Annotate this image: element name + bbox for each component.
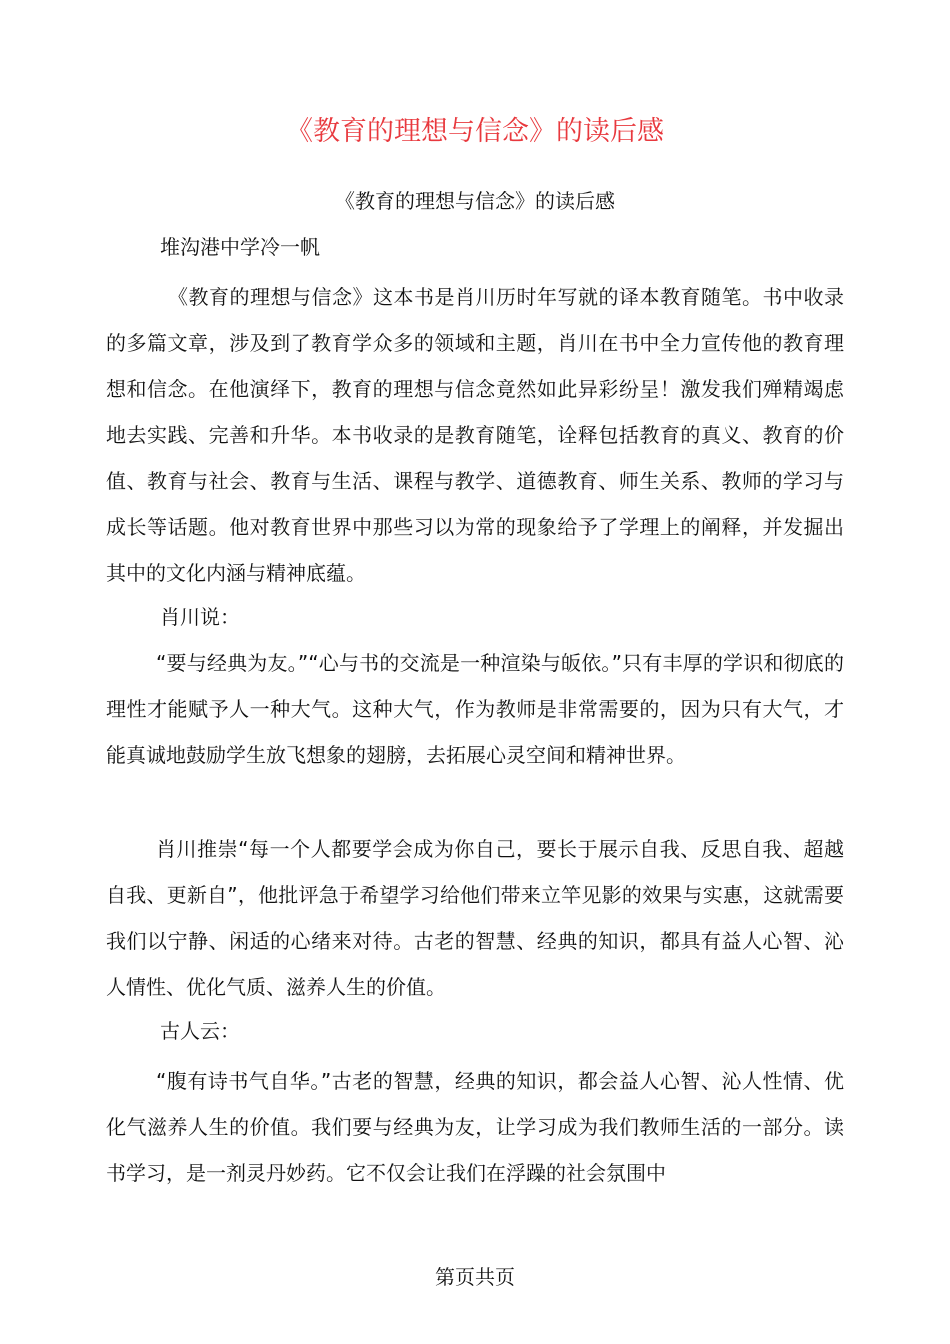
paragraph-2: “要与经典为友。”“心与书的交流是一种渲染与皈依。”只有丰厚的学识和彻底的理性才能赋予人一种大气。这种大气，作为教师是非常需要的，因为只有大气，才能真诚地鼓励学生放飞想象的翅膀，去拓展心灵空间和精神世界。 — [106, 651, 844, 767]
label-ancients-said: 古人云： — [160, 1019, 240, 1043]
author-line: 堆沟港中学冷一帆 — [160, 235, 320, 259]
paragraph-1: 《教育的理想与信念》这本书是肖川历时年写就的译本教育随笔。书中收录的多篇文章，涉及到了教育学众多的领域和主题，肖川在书中全力宣传他的教育理想和信念。在他演绎下，教育的理想与信念竟然如此异彩纷呈！激发我们殚精竭虑地去实践、完善和升华。本书收录的是教育随笔，诠释包括教育的真义、教育的价值、教育与社会、教育与生活、课程与教学、道德教育、师生关系、教师的学习与成长等话题。他对教育世界中那些习以为常的现象给予了学理上的阐释，并发掘出其中的文化内涵与精神底蕴。 — [106, 285, 844, 585]
document-subtitle: 《教育的理想与信念》的读后感 — [335, 189, 615, 213]
paragraph-3: 肖川推崇“每一个人都要学会成为你自己，要长于展示自我、反思自我、超越自我、更新自”，他批评急于希望学习给他们带来立竿见影的效果与实惠，这就需要我们以宁静、闲适的心绪来对待。古老的智慧、经典的知识，都具有益人心智、沁人情性、优化气质、滋养人生的价值。 — [106, 837, 844, 999]
label-xiaochuan-said: 肖川说： — [160, 605, 240, 629]
document-title: 《教育的理想与信念》的读后感 — [286, 116, 664, 147]
page-footer: 第页共页 — [435, 1265, 515, 1289]
paragraph-4: “腹有诗书气自华。”古老的智慧，经典的知识，都会益人心智、沁人性情、优化气滋养人生的价值。我们要与经典为友，让学习成为我们教师生活的一部分。读书学习，是一剂灵丹妙药。它不仅会让我们在浮躁的社会氛围中 — [106, 1069, 844, 1185]
